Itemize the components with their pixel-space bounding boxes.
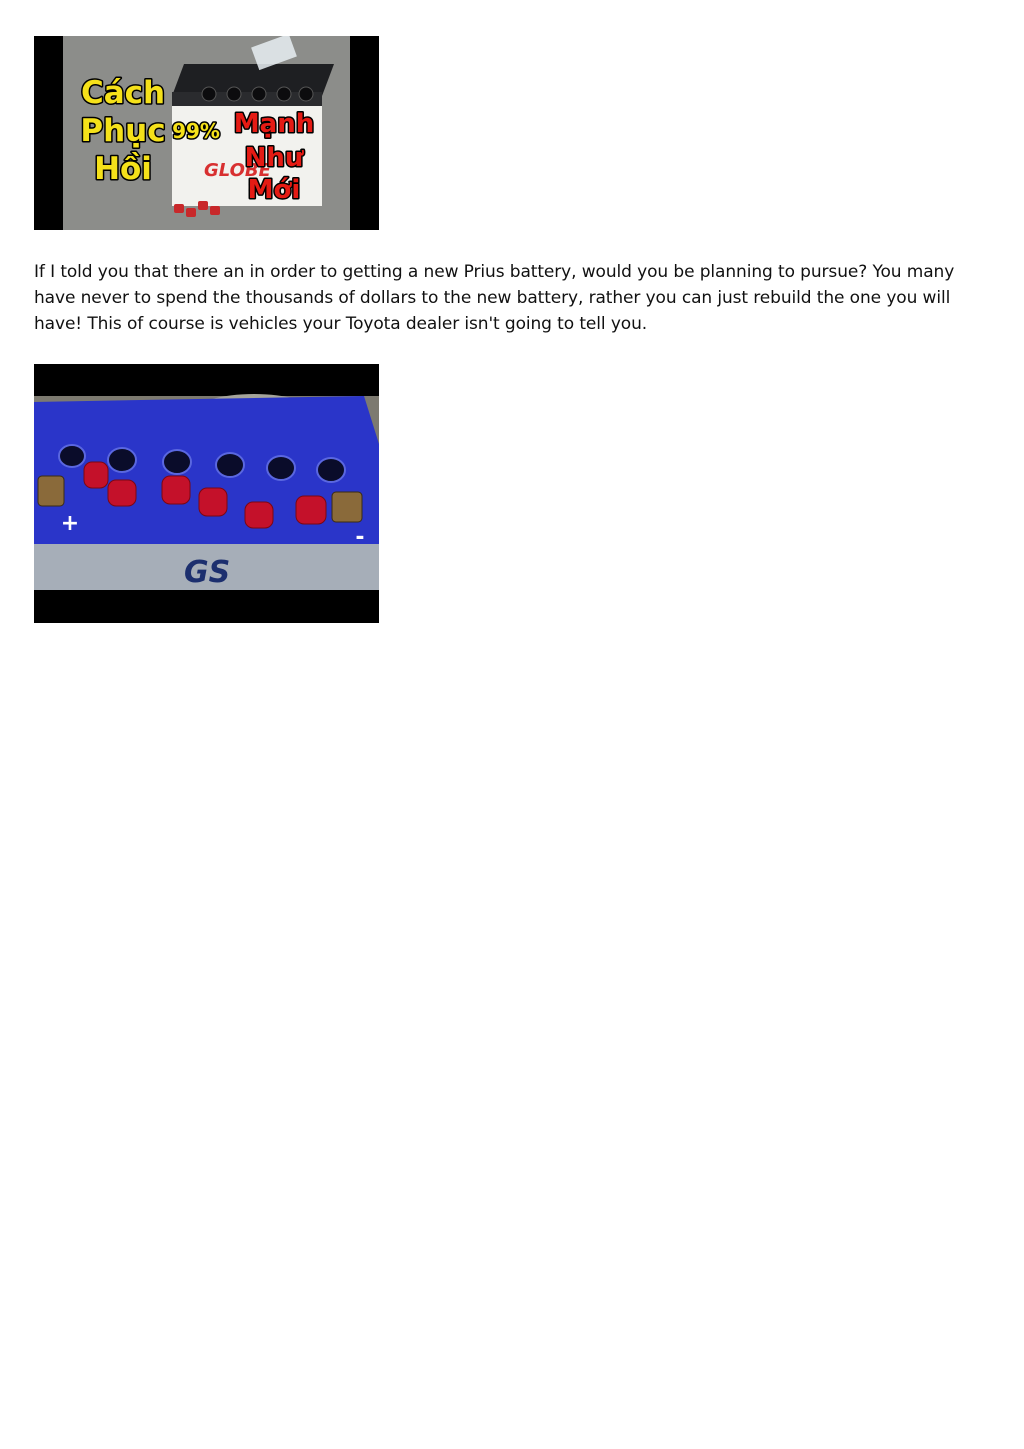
caption-line-hoi: Hồi (94, 151, 152, 187)
caption-percent: 99% (172, 119, 220, 143)
globe-brand-label: GLOBE (204, 160, 271, 181)
caption-line-phuc: Phục (80, 113, 166, 149)
body-paragraph: If I told you that there an in order to getting a new Prius battery, would you be planning to pursue? You many have never to spend the thousands of dollars to the new battery, rather you can just rebuild the one you will have! This of course is vehicles your Toyota dealer isn't going to tell you. (34, 262, 955, 334)
caption-line-moi: Mới (247, 175, 301, 205)
caption-line-cach: Cách (80, 75, 166, 111)
caption-line-manh: Mạnh (233, 109, 315, 139)
blue-battery-photo (34, 364, 379, 623)
positive-terminal-label: + (60, 511, 80, 536)
caption-line-nhu: Như (244, 143, 304, 173)
negative-terminal-label: - (355, 525, 365, 550)
battery-restore-thumbnail (34, 36, 379, 230)
gs-brand-label: GS (184, 555, 231, 590)
